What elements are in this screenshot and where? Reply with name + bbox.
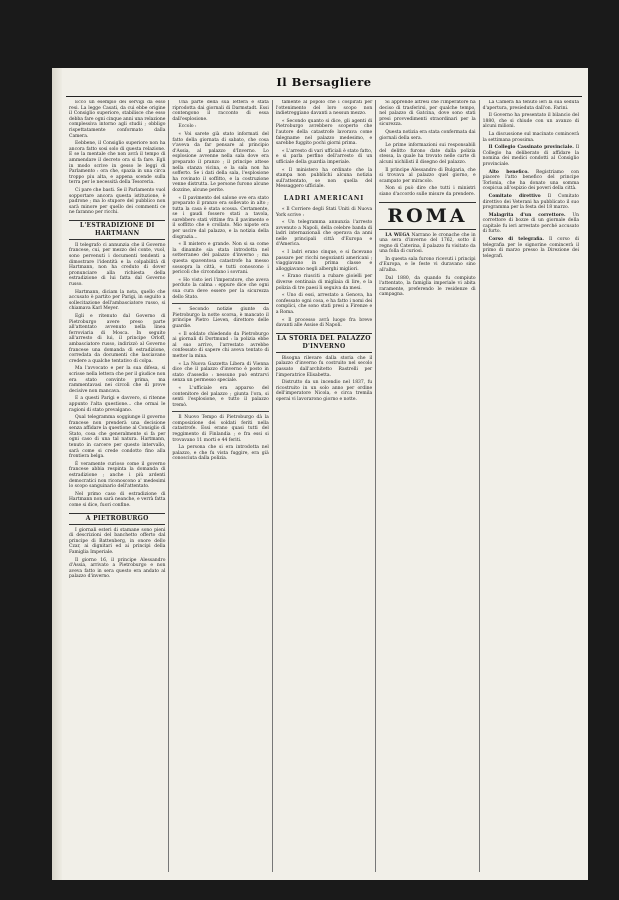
paragraph-text: Un correttore di bozze di un giornale della capitale fu ieri arrestato perché accusato di furto. bbox=[482, 212, 580, 235]
article-columns bbox=[66, 100, 582, 872]
column-divider bbox=[172, 303, 268, 304]
paragraph: Qual telegramma soggiunge il governo francese non prenderà una decisione senza affidare la questione al Consiglio di Stato, cosa che generalmente si fa per ogni caso di una tal natura. Hartmann, tenuto in carcere per questo intervallo, sarà come si crede condotto fino alla frontiera belga. bbox=[69, 415, 166, 460]
paragraph-text: Registriamo con piacere l'atto benefico del principe Torlonia, che ha donato una somma cospicua all'ospizio dei poveri della città. bbox=[482, 169, 580, 192]
paragraph: tamente al popolo che i cospirati per l'ottenimento del loro scopo non indietreggiano davanti a nessun mezzo. bbox=[275, 100, 373, 117]
paragraph: Distrutto da un incendio nel 1837, fu ricostruito in un solo anno per ordine dell'imperatore Nicola, e circa tremila operai vi lavorarono giorno e notte. bbox=[275, 380, 373, 402]
paragraph: Le prime informazioni sui responsabili del delitto furono date dalla polizia stessa, la quale ha trovato nelle carte di alcuni nichilisti il disegno del palazzo. bbox=[379, 143, 476, 165]
paragraph: Dal 1880, da quando fu compiuto l'attentato, la famiglia imperiale vi abita raramente, preferendo le residenze di campagna. bbox=[379, 275, 476, 298]
run-in-heading: Comitato direttivo bbox=[488, 193, 541, 199]
run-in-heading: Il Collegio Cassinato provinciale. bbox=[488, 145, 574, 151]
paragraph: E a questi Parigi e davvero, si ritenne appunto l'alta questione... che ormai le ragioni di stato prevalgano. bbox=[69, 396, 166, 413]
paragraph: Non si può dire che tutti i ministri siano d'accordo sulle misure da prendere. bbox=[379, 186, 476, 197]
paragraph: « Il ministero ha ordinato che la stampa non pubblichi alcuna notizia sull'attentato, se non quella del Messaggero ufficiale. bbox=[275, 167, 373, 190]
paragraph-text: Il corso di telegrafia per le signorine comincerà il primo di marzo presso la Direzione dei telegrafi. bbox=[482, 237, 580, 259]
section-heading-large: ROMA bbox=[379, 202, 475, 230]
section-heading: LADRI AMERICANI bbox=[283, 194, 365, 202]
paragraph: « I ladri erano cinque, e si facevano passare per ricchi negozianti americani ; viaggiavano in prima classe e alloggiavano negli alberghi migliori. bbox=[275, 250, 373, 272]
section-heading: A PIETROBURGO bbox=[69, 513, 165, 525]
paragraph: Hartmann, diciam la nota, quello che accusato è partito per Parigi, in seguito a sollecitazione dell'ambasciatore russo, si chiamava Karl Meyer. bbox=[69, 289, 166, 312]
paragraph: « Uno di essi, arrestato a Genova, ha confessato ogni cosa, e ha fatto i nomi dei complici, che sono stati presi a Firenze e a Roma. bbox=[275, 293, 373, 315]
column-3 bbox=[273, 100, 376, 872]
paragraph: Il giorno 16, il principe Alessandro d'Assia, arrivato a Pietroburgo e non aveva fatto in sera questo era andato al palazzo d'inverno. bbox=[69, 557, 166, 580]
paragraph: « Il pavimento del salone ove era stato preparato il pranzo era sollevato in alto ; tutta la casa è stata scossa. Certamente, se i gaudi fossero stati a tavola, sarebbero stati vittime fra il pavimento e il soffitto che è crollato. Mio nipote era per uscire dal palazzo, e la notizia della disgrazia... bbox=[172, 195, 269, 240]
paragraph: In questa sala furono ricevuti i principi d'Europa, e le feste vi duravano sino all'alba. bbox=[379, 256, 476, 274]
paragraph bbox=[483, 145, 579, 167]
paragraph bbox=[483, 170, 579, 192]
column-1 bbox=[66, 100, 169, 872]
run-in-heading: Corso di telegrafia. bbox=[488, 237, 544, 243]
paragraph: Egli e ritenuto dal Governo di Pietroburgo avere preso parte all'attentato avvenuto nella linea ferroviaria di Mosca. In seguito all'arresto di lui, il principe Orloff, ambasciatore russo, indirizzò al Governo francese una domanda di estradizione, corredata da documenti che lasciavano credere a qualche tentativo di colpa. bbox=[69, 314, 166, 364]
paragraph: Nel primo caso di estradizione di Hartmann non sarà neanche, e verrà fatta come si dice, fuori confine. bbox=[69, 491, 166, 508]
masthead-title: Il Bersagliere bbox=[276, 75, 372, 89]
run-in-heading: LA WEGA bbox=[385, 232, 410, 238]
newspaper-page bbox=[52, 68, 588, 880]
run-in-heading: Alto benefico. bbox=[488, 169, 529, 175]
paragraph: È veramente curioso come il governo francese abbia respinta la domanda di estradizione ; anche i più ardenti democratici non riconoscono a' medesimi lo scopo sanguinario dell'attentato. bbox=[69, 461, 166, 490]
run-in-heading: Malagrita d'un correttore. bbox=[488, 212, 566, 218]
column-divider bbox=[172, 411, 268, 412]
paragraph: « Un telegramma annunzia l'arresto avvenuto a Napoli, della celebre banda di ladri internazionali che operava da anni nelle principali città d'Europa e d'America. bbox=[275, 220, 373, 248]
paragraph: Una parte della sua lettera è stata riprodotta dai giornali di Darmstadt. Essi contengono il racconto di essa dall'esplosione. bbox=[172, 100, 269, 122]
paragraph: « Ho visto ieri l'imperatore, che aveva perduto la calma : eppure dice che ogni sua cura deve essere per la sicurezza dello Stato. bbox=[172, 277, 269, 300]
paragraph-text: Narrano le cronache che in una sera d'inverno del 1762, sotto il regno di Caterina, il palazzo fu visitato da una folla di curiosi. bbox=[379, 232, 476, 255]
paragraph: Bisogna rilevare dalla storia che il palazzo d'inverno fu costruito nel secolo passato dall'architetto Rastrelli per l'imperatrice Elisabetta. bbox=[275, 355, 373, 378]
paragraph: « Il processo avrà luogo fra breve davanti alle Assise di Napoli. bbox=[275, 317, 373, 329]
paragraph: La discussione sul macinato comincerà la settimana prossima. bbox=[482, 131, 580, 143]
paragraph: « Il Corriere degli Stati Uniti di Nuova York scrive : bbox=[275, 206, 373, 218]
paragraph bbox=[483, 194, 579, 211]
paragraph: Il Nuovo Tempo di Pietroburgo dà la composizione dei soldati feriti nella catastrofe. Essi erano quasi tutti del reggimento di Finlandia ; e fra essi si trovavano 11 morti e 44 feriti. bbox=[172, 415, 269, 443]
paragraph: Il Governo ha presentato il bilancio del 1880, che si chiude con un avanzo di alcuni milioni. bbox=[482, 113, 580, 130]
paragraph: « Il soldato chiedendo da Pietroburgo ai giornali di Dortmund : la polizia ebbe al suo arrivo, l'arrestato avrebbe confessato di sapere chi aveva tentato di metter la mina. bbox=[172, 331, 269, 359]
paragraph: Si apprende altresì che l'imperatore ha deciso di trasferirsi, per qualche tempo, nel palazzo di Gatcina, dove sono stati presi provvedimenti straordinari per la sicurezza. bbox=[379, 100, 476, 128]
paragraph: Eebbene, il Consiglio superiore non ha ancora fatto sosi solo di questa relazione. E se la mentale che non avrà il tempo di ammendare il decreto ora si fa fare. Egli in modo scrive in gesso le leggi di Parlamento : ora che, spazia in una circa troppo piu alta, e appena scende sulla terra per le necessità della Tesoreria. bbox=[69, 141, 166, 186]
paragraph: Ma l'avvocato e per la sua difesa, si scrisse nella lettera che per il giudice non era stato convinto prima, ma rammentavasi nei circoli che di prove decisive non mancava. bbox=[69, 366, 166, 394]
paragraph: Il principe Alessandro di Bulgaria, che si trovava al palazzo quel giorno, e scampato per miracolo. bbox=[379, 167, 476, 184]
page-header bbox=[66, 74, 582, 97]
paragraph-text: Il Comitato direttivo dei Veterani ha pubblicato il suo programma per la festa del 18 marzo. bbox=[482, 193, 580, 211]
column-2 bbox=[169, 100, 272, 872]
paragraph: « Voi sarete già stato informati del fatto della giornata di sabato, che cosa v'aveva da far pensare al principio d'Assia, al palazzo d'Inverno. Lo esplosione avvenne nella sala dove era preparato il pranzo ; il principe attese nella stanza vicina, e la sala non ha sofferto. Se i dati della sala, l'esplosione ha rovinato il soffitto, e la costruzione venne distrutta. Le persone furono alcune dozzine, alcune perite. bbox=[172, 131, 269, 193]
paragraph bbox=[483, 213, 579, 235]
page-margin bbox=[52, 68, 62, 880]
section-heading: LA STORIA DEL PALAZZO D'INVERNO bbox=[276, 333, 372, 353]
paragraph: Ci pare che basti. Se il Parlamento vuol sopportare ancora questa istituzione, è padrone ; ma lo stupore del pubblico non sarà minore per quello dei commenti ce ne faranno per ricchi. bbox=[69, 187, 166, 216]
paragraph: Eccolo : bbox=[178, 124, 197, 130]
paragraph: Ecco un esempio dei servigi da esso resi. La legge Casati, da cui ebbe origine il Consiglio superiore, stabilisce che esso debba fare ogni cinque anni una relazione complessiva intorno agli studii ; obbligo rispettatamente conformato dalla Camera. bbox=[69, 100, 166, 139]
paragraph: « L'arresto di vari ufficiali è stato fatto, e si parla perfino dell'arresto di un ufficiale della guardia imperiale. bbox=[275, 148, 373, 165]
paragraph: Questa notizia era stata confermata dai giornali della sera. bbox=[379, 129, 476, 141]
paragraph: La persona che si era introdotta nel palazzo, e che fu vista fuggire, era già conosciuta dalla polizia. bbox=[172, 445, 269, 462]
paragraph: I giornali esteri di stamane sono pieni di descrizioni del banchetto offerto dal principe di Battenberg, in onore dello Czar, ai dignitari ed ai principi della Famiglia Imperiale. bbox=[69, 527, 166, 555]
paragraph: « Erano riusciti a rubare gioielli per diverse centinaia di migliaia di lire, e la polizia di tre paesi li seguiva da mesi. bbox=[275, 274, 373, 291]
paragraph: « Il mistero e grande. Non si sa come la dinamite sia stata introdotta nel sotterraneo del palazzo d'inverno ; ma questa spaventosa catastrofe ha messo sossopra la città, e tutti conoscono i pericoli che circondano i sovrani. bbox=[172, 242, 269, 276]
paragraph: « Secondo quanto si dice, gli agenti di Pietroburgo avrebbero scoperto che l'autore della catastrofe lavorava come falegname nel palazzo medesimo, e sarebbe fuggito pochi giorni prima. bbox=[275, 118, 373, 147]
section-heading: L'ESTRADIZIONE DI HARTMANN bbox=[69, 220, 165, 240]
column-5 bbox=[480, 100, 582, 872]
paragraph: « La Nuova Gazzetta Libera di Vienna dice che il palazzo d'inverno è posto in stato d'assedio : nessuno può entrarvi senza un permesso speciale. bbox=[172, 361, 269, 384]
paragraph-text: Il Collegio ha deliberato di affidare la nomina dei medici condotti al Consiglio provinciale. bbox=[482, 145, 580, 167]
paragraph bbox=[483, 237, 579, 259]
paragraph: La Camera ha tenuto ieri la sua seduta d'apertura, presieduta dall'on. Farini. bbox=[482, 100, 580, 111]
paragraph: « Secondo notizie giunte da Pietroburgo la notte scorsa, è mancato il principe Pietro Lieven, direttore delle guardie. bbox=[172, 307, 269, 329]
column-4 bbox=[376, 100, 479, 872]
paragraph: « L'ufficiale era apparso del contenitore del palazzo ; giunta l'ora, si senti l'esplosione, e tutto il palazzo tremò. bbox=[172, 385, 269, 408]
paragraph: Il telegrafo ci annunzia che il Governo francese, cui, per mezzo del conte, vuol, sono pervenuti i documenti tendenti a dimostrare l'identità e la colpabilità di Hartmann, non ha creduto di dover pronunciare alla richiesta della estradizione di lui fatta dal Governo russo. bbox=[69, 242, 166, 288]
paragraph bbox=[379, 233, 475, 255]
